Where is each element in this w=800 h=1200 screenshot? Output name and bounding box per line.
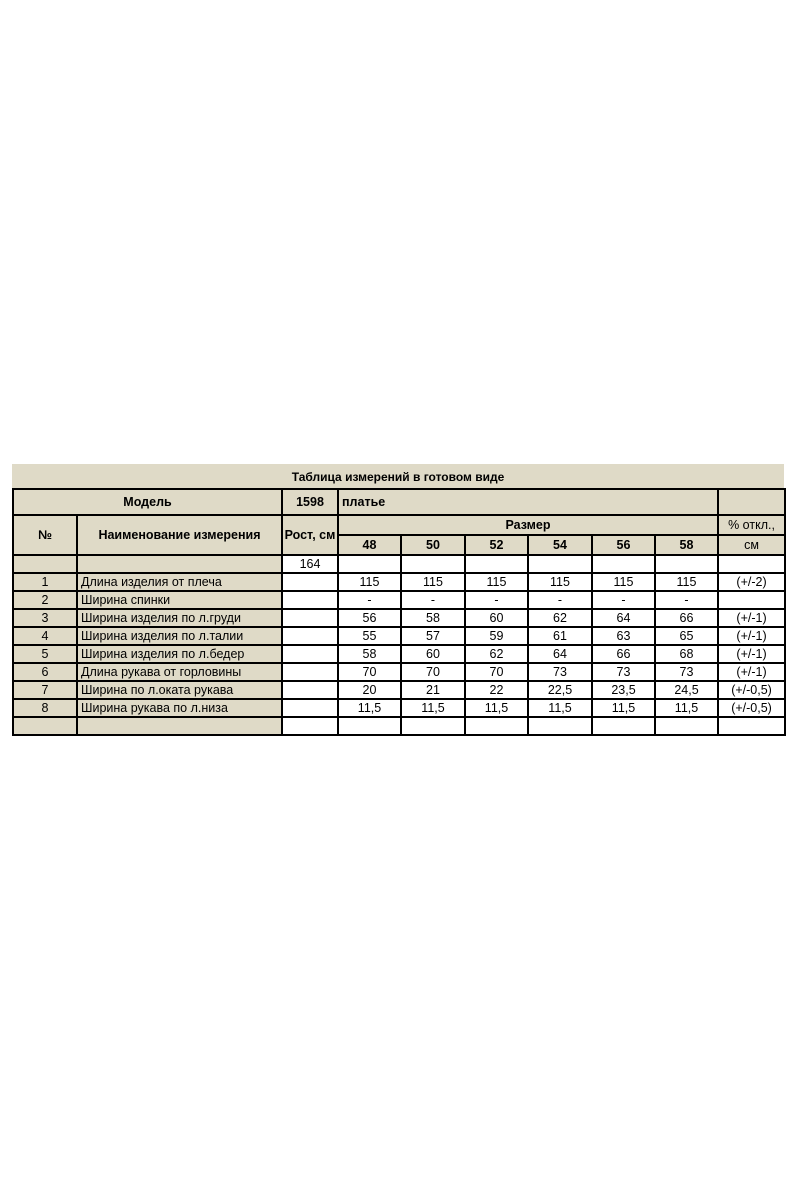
height-cell	[282, 645, 338, 663]
table-row	[13, 627, 785, 645]
tolerance-value: (+/-0,5)	[718, 699, 785, 717]
measurement-name: Ширина изделия по л.талии	[77, 627, 282, 645]
col-size-header: Размер	[338, 515, 718, 535]
table-title: Таблица измерений в готовом виде	[12, 464, 784, 488]
row-number: 5	[13, 645, 77, 663]
size-value: -	[528, 591, 592, 609]
height-row-name	[77, 555, 282, 573]
empty-row-num	[13, 717, 77, 735]
measurement-name: Ширина изделия по л.груди	[77, 609, 282, 627]
size-value: 115	[528, 573, 592, 591]
size-value: -	[465, 591, 528, 609]
row-number: 2	[13, 591, 77, 609]
size-value: 66	[592, 645, 655, 663]
tolerance-value: (+/-2)	[718, 573, 785, 591]
measurement-name: Длина рукава от горловины	[77, 663, 282, 681]
table-row	[13, 609, 785, 627]
size-value: 62	[465, 645, 528, 663]
size-value: 20	[338, 681, 401, 699]
size-58: 58	[655, 535, 718, 555]
product-type: платье	[338, 489, 718, 515]
measurement-name: Ширина по л.оката рукава	[77, 681, 282, 699]
table-row	[13, 681, 785, 699]
data-rows	[13, 573, 785, 717]
size-value: 115	[465, 573, 528, 591]
size-56: 56	[592, 535, 655, 555]
empty-cell	[465, 717, 528, 735]
size-value: 60	[401, 645, 465, 663]
row-number: 4	[13, 627, 77, 645]
model-number: 1598	[282, 489, 338, 515]
height-row-num	[13, 555, 77, 573]
row-number: 6	[13, 663, 77, 681]
tolerance-value: (+/-1)	[718, 609, 785, 627]
size-value: 11,5	[655, 699, 718, 717]
empty-row-name	[77, 717, 282, 735]
height-cell	[282, 699, 338, 717]
table-row	[13, 591, 785, 609]
measurement-name: Длина изделия от плеча	[77, 573, 282, 591]
size-value: 22,5	[528, 681, 592, 699]
size-value: 55	[338, 627, 401, 645]
measurement-table	[12, 488, 786, 736]
height-value: 164	[282, 555, 338, 573]
height-row	[13, 555, 785, 573]
size-value: 11,5	[401, 699, 465, 717]
size-value: 21	[401, 681, 465, 699]
size-value: 58	[338, 645, 401, 663]
measurement-name: Ширина спинки	[77, 591, 282, 609]
tolerance-value	[718, 591, 785, 609]
size-value: 66	[655, 609, 718, 627]
model-row	[13, 489, 785, 515]
model-row-empty	[718, 489, 785, 515]
size-value: 59	[465, 627, 528, 645]
tolerance-value: (+/-0,5)	[718, 681, 785, 699]
model-label: Модель	[13, 489, 282, 515]
empty-cell	[718, 717, 785, 735]
size-value: 70	[401, 663, 465, 681]
height-cell	[282, 609, 338, 627]
size-value: 11,5	[465, 699, 528, 717]
size-value: -	[338, 591, 401, 609]
size-value: 24,5	[655, 681, 718, 699]
measurement-name: Ширина рукава по л.низа	[77, 699, 282, 717]
size-value: -	[592, 591, 655, 609]
size-value: 115	[401, 573, 465, 591]
empty-cell	[528, 717, 592, 735]
empty-cell	[655, 717, 718, 735]
col-name-header: Наименование измерения	[77, 515, 282, 555]
table-row	[13, 645, 785, 663]
height-row-cell	[401, 555, 465, 573]
size-value: 57	[401, 627, 465, 645]
tolerance-value: (+/-1)	[718, 627, 785, 645]
row-number: 7	[13, 681, 77, 699]
size-value: -	[655, 591, 718, 609]
size-value: 64	[528, 645, 592, 663]
size-value: 22	[465, 681, 528, 699]
size-value: 70	[338, 663, 401, 681]
size-value: 11,5	[592, 699, 655, 717]
col-tolerance-header-1: % откл.,	[718, 515, 785, 535]
empty-cell	[592, 717, 655, 735]
size-value: 73	[655, 663, 718, 681]
tolerance-value: (+/-1)	[718, 663, 785, 681]
height-cell	[282, 573, 338, 591]
header-row-1	[13, 515, 785, 535]
height-cell	[282, 681, 338, 699]
size-value: 68	[655, 645, 718, 663]
row-number: 3	[13, 609, 77, 627]
empty-cell	[282, 717, 338, 735]
height-cell	[282, 591, 338, 609]
size-value: 60	[465, 609, 528, 627]
table-row	[13, 699, 785, 717]
size-value: 64	[592, 609, 655, 627]
empty-row	[13, 717, 785, 735]
empty-cell	[338, 717, 401, 735]
height-row-cell	[592, 555, 655, 573]
size-value: -	[401, 591, 465, 609]
size-value: 62	[528, 609, 592, 627]
size-value: 11,5	[528, 699, 592, 717]
height-row-cell	[338, 555, 401, 573]
size-value: 11,5	[338, 699, 401, 717]
row-number: 8	[13, 699, 77, 717]
size-value: 73	[528, 663, 592, 681]
size-value: 61	[528, 627, 592, 645]
col-height-header: Рост, см	[282, 515, 338, 555]
size-value: 115	[592, 573, 655, 591]
size-value: 58	[401, 609, 465, 627]
size-value: 115	[655, 573, 718, 591]
size-value: 23,5	[592, 681, 655, 699]
size-50: 50	[401, 535, 465, 555]
size-value: 56	[338, 609, 401, 627]
height-row-cell	[528, 555, 592, 573]
height-row-cell	[465, 555, 528, 573]
measurement-table-sheet	[12, 464, 784, 736]
size-48: 48	[338, 535, 401, 555]
size-value: 65	[655, 627, 718, 645]
size-value: 63	[592, 627, 655, 645]
row-number: 1	[13, 573, 77, 591]
table-row	[13, 663, 785, 681]
size-value: 73	[592, 663, 655, 681]
empty-cell	[401, 717, 465, 735]
col-tolerance-header-2: см	[718, 535, 785, 555]
size-value: 115	[338, 573, 401, 591]
size-54: 54	[528, 535, 592, 555]
size-52: 52	[465, 535, 528, 555]
size-value: 70	[465, 663, 528, 681]
height-row-cell	[655, 555, 718, 573]
table-row	[13, 573, 785, 591]
height-cell	[282, 627, 338, 645]
tolerance-value: (+/-1)	[718, 645, 785, 663]
height-row-cell	[718, 555, 785, 573]
height-cell	[282, 663, 338, 681]
measurement-name: Ширина изделия по л.бедер	[77, 645, 282, 663]
col-number-header: №	[13, 515, 77, 555]
